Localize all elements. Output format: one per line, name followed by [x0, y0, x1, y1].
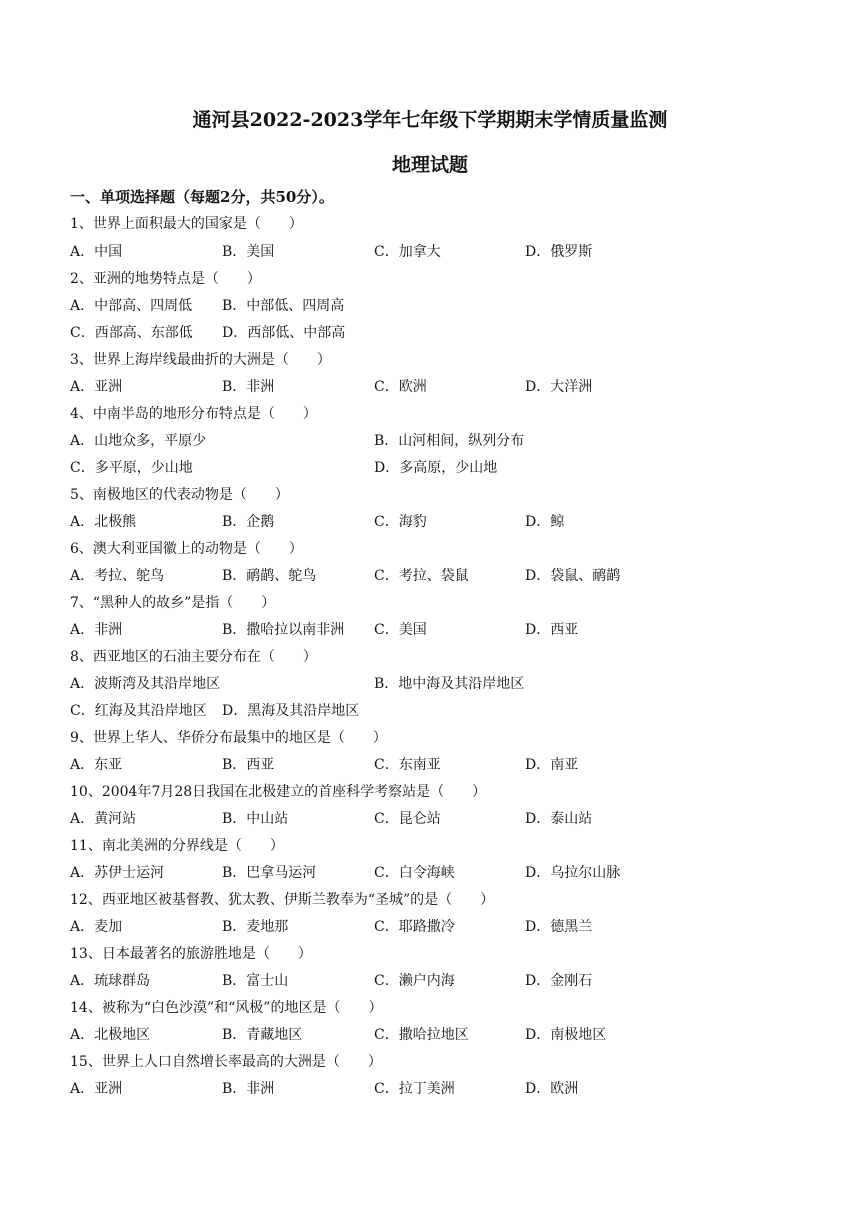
q7-option-d: D．西亚 — [525, 622, 579, 638]
q10-option-d: D．泰山站 — [525, 811, 593, 827]
q11-option-c: C．白令海峡 — [374, 865, 455, 881]
exam-subtitle: 地理试题 — [391, 154, 468, 176]
question-13: 13、日本最著名的旅游胜地是（ ） — [70, 946, 312, 962]
q11-option-b: B．巴拿马运河 — [222, 865, 317, 881]
q4-option-d: D．多高原，少山地 — [374, 460, 498, 476]
q10-option-c: C．昆仑站 — [374, 811, 441, 827]
q3-option-c: C．欧洲 — [374, 379, 427, 395]
q10-option-b: B．中山站 — [222, 811, 289, 827]
q15-option-c: C．拉丁美洲 — [374, 1081, 455, 1097]
question-3: 3、世界上海岸线最曲折的大洲是（ ） — [70, 352, 331, 368]
q13-option-b: B．富士山 — [222, 973, 289, 989]
q6-option-c: C．考拉、袋鼠 — [374, 568, 469, 584]
q8-option-c: C．红海及其沿岸地区 — [70, 703, 207, 719]
q5-option-b: B．企鹅 — [222, 514, 275, 530]
q4-option-b: B．山河相间，纵列分布 — [374, 433, 525, 449]
question-8: 8、西亚地区的石油主要分布在（ ） — [70, 649, 317, 665]
q15-option-a: A．亚洲 — [70, 1081, 123, 1097]
q9-option-d: D．南亚 — [525, 757, 579, 773]
q2-option-a: A．中部高、四周低 — [70, 298, 193, 314]
q15-option-d: D．欧洲 — [525, 1081, 579, 1097]
q4-option-c: C．多平原，少山地 — [70, 460, 193, 476]
question-6: 6、澳大利亚国徽上的动物是（ ） — [70, 541, 303, 557]
q6-option-a: A．考拉、鸵鸟 — [70, 568, 165, 584]
q11-option-a: A．苏伊士运河 — [70, 865, 165, 881]
question-4: 4、中南半岛的地形分布特点是（ ） — [70, 406, 317, 422]
q5-option-d: D．鲸 — [525, 514, 565, 530]
question-11: 11、南北美洲的分界线是（ ） — [70, 838, 284, 854]
q8-option-b: B．地中海及其沿岸地区 — [374, 676, 525, 692]
q1-option-d: D．俄罗斯 — [525, 244, 593, 260]
q14-option-b: B．青藏地区 — [222, 1027, 303, 1043]
q9-option-a: A．东亚 — [70, 757, 123, 773]
q10-option-a: A．黄河站 — [70, 811, 137, 827]
question-15: 15、世界上人口自然增长率最高的大洲是（ ） — [70, 1054, 382, 1070]
q7-option-b: B．撒哈拉以南非洲 — [222, 622, 345, 638]
question-12: 12、西亚地区被基督教、犹太教、伊斯兰教奉为“圣城”的是（ ） — [70, 892, 495, 908]
q5-option-a: A．北极熊 — [70, 514, 137, 530]
q11-option-d: D．乌拉尔山脉 — [525, 865, 621, 881]
exam-title: 通河县2022-2023学年七年级下学期期末学情质量监测 — [192, 109, 668, 131]
q12-option-d: D．德黑兰 — [525, 919, 593, 935]
question-1: 1、世界上面积最大的国家是（ ） — [70, 216, 303, 232]
q7-option-c: C．美国 — [374, 622, 427, 638]
q13-option-c: C．濑户内海 — [374, 973, 455, 989]
q3-option-a: A．亚洲 — [70, 379, 123, 395]
q8-option-a: A．波斯湾及其沿岸地区 — [70, 676, 221, 692]
q9-option-b: B．西亚 — [222, 757, 275, 773]
question-10: 10、2004年7月28日我国在北极建立的首座科学考察站是（ ） — [70, 784, 487, 800]
question-14: 14、被称为“白色沙漠”和“风极”的地区是（ ） — [70, 1000, 383, 1016]
q3-option-d: D．大洋洲 — [525, 379, 593, 395]
q4-option-a: A．山地众多，平原少 — [70, 433, 207, 449]
q15-option-b: B．非洲 — [222, 1081, 275, 1097]
q1-option-b: B．美国 — [222, 244, 275, 260]
q3-option-b: B．非洲 — [222, 379, 275, 395]
q12-option-b: B．麦地那 — [222, 919, 289, 935]
q6-option-d: D．袋鼠、鸸鹋 — [525, 568, 621, 584]
q14-option-a: A．北极地区 — [70, 1027, 151, 1043]
q13-option-a: A．琉球群岛 — [70, 973, 151, 989]
q7-option-a: A．非洲 — [70, 622, 123, 638]
q14-option-d: D．南极地区 — [525, 1027, 607, 1043]
q2-option-b: B．中部低、四周高 — [222, 298, 345, 314]
q14-option-c: C．撒哈拉地区 — [374, 1027, 469, 1043]
q2-option-c: C．西部高、东部低 — [70, 325, 193, 341]
q1-option-c: C．加拿大 — [374, 244, 441, 260]
q12-option-c: C．耶路撒冷 — [374, 919, 455, 935]
question-7: 7、“黑种人的故乡”是指（ ） — [70, 595, 276, 611]
q12-option-a: A．麦加 — [70, 919, 123, 935]
q8-option-d: D．黑海及其沿岸地区 — [222, 703, 360, 719]
q5-option-c: C．海豹 — [374, 514, 427, 530]
q1-option-a: A．中国 — [70, 244, 123, 260]
question-2: 2、亚洲的地势特点是（ ） — [70, 271, 261, 287]
question-5: 5、南极地区的代表动物是（ ） — [70, 487, 289, 503]
q13-option-d: D．金刚石 — [525, 973, 593, 989]
q2-option-d: D．西部低、中部高 — [222, 325, 346, 341]
q6-option-b: B．鸸鹋、鸵鸟 — [222, 568, 317, 584]
question-9: 9、世界上华人、华侨分布最集中的地区是（ ） — [70, 730, 387, 746]
q9-option-c: C．东南亚 — [374, 757, 441, 773]
section-heading: 一、单项选择题（每题2分，共50分）。 — [70, 188, 334, 206]
